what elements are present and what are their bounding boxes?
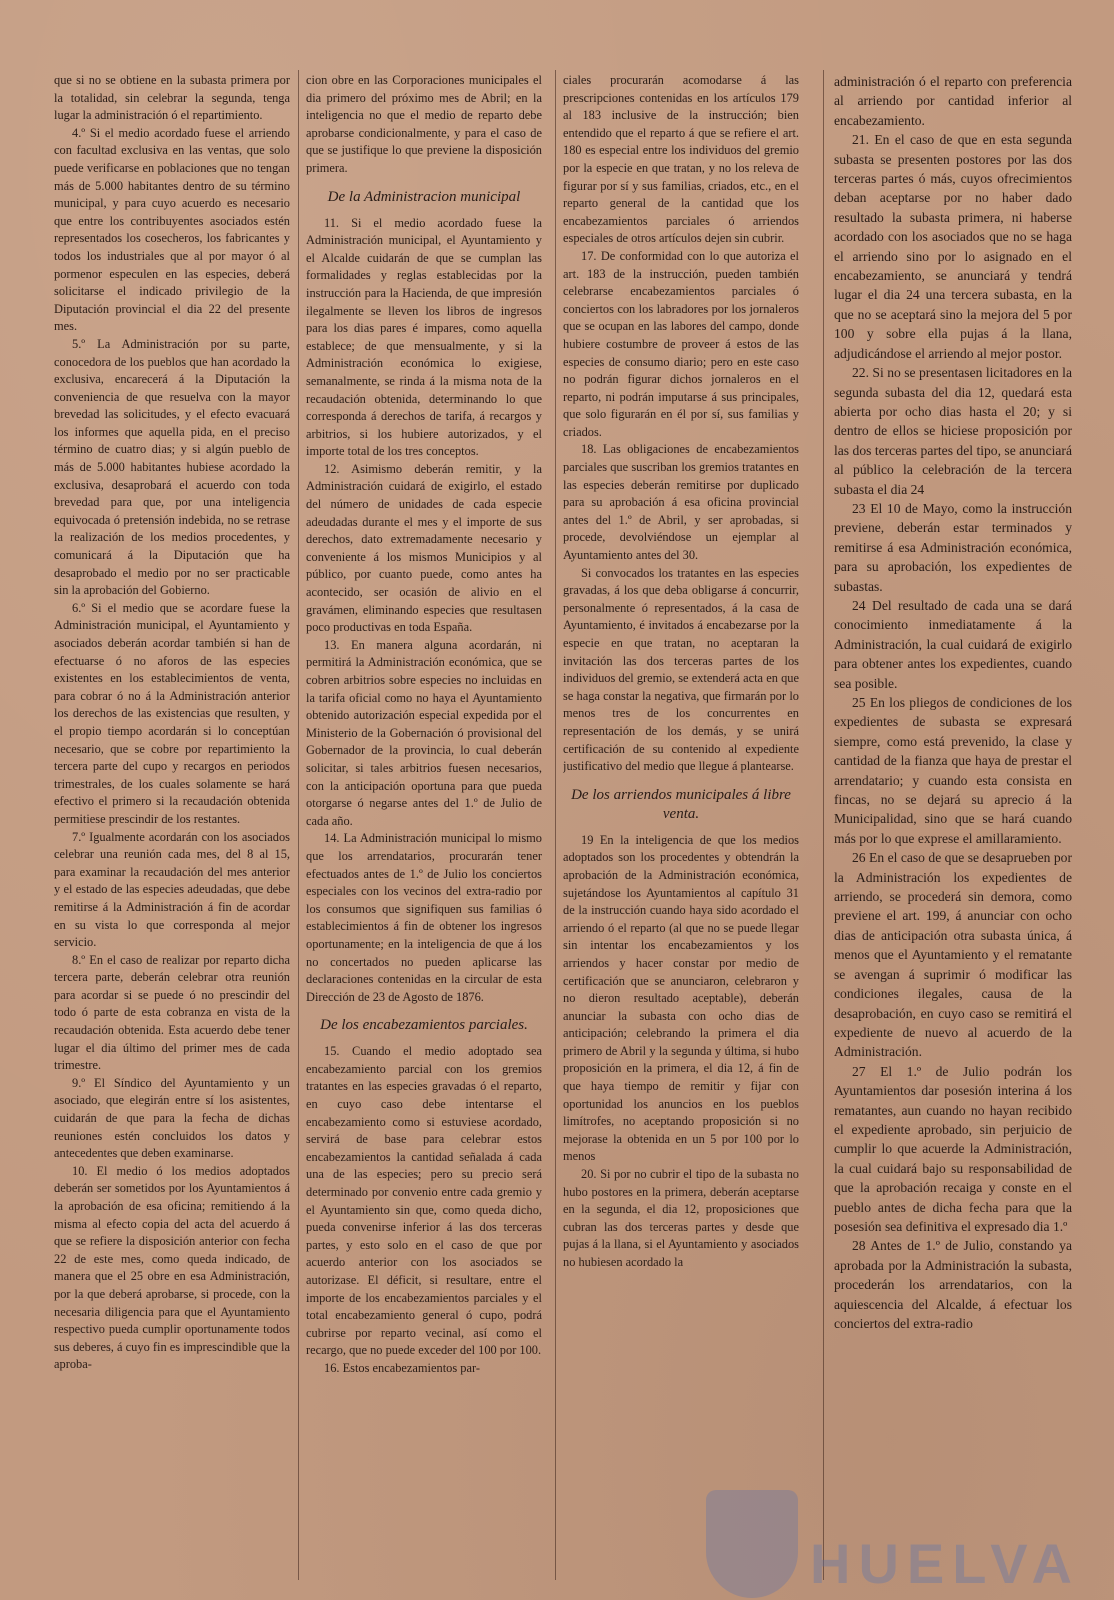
text-column-1 xyxy=(54,72,290,1572)
paragraph: 24 Del resultado de cada una se dará conocimiento inmediatamente á la Administración, la cual cuidará de exigirlo para obtener antes los expedientes, cuando sea posible. xyxy=(834,597,1072,691)
section-heading: De los encabezamientos parciales. xyxy=(320,1017,528,1034)
paragraph: 23 El 10 de Mayo, como la instrucción previene, deberán estar terminados y remitirse á esa Administración económica, para su aprobación, los expedientes de subastas. xyxy=(834,500,1072,594)
paragraph: 17. De conformidad con lo que autoriza el art. 183 de la instrucción, pueden también celebrarse encabezamientos parciales ó conciertos con los labradores por los jornaleros que se ocupan en las labores del campo, donde hubiere costumbre de proveer á estos de las especies de consumo diario; pero en este caso no podrán figurar dichos jornaleros en el reparto, ni podrán imputarse á sus principales, que solo figurarán en él por sí, sus familias y criados. xyxy=(563,248,799,439)
text-column-4 xyxy=(834,72,1072,1572)
column-rule xyxy=(823,70,824,1580)
paragraph: 9.º El Síndico del Ayuntamiento y un asociado, que elegirán entre sí los asistentes, cuidarán de que para la fecha de dichas reuniones estén concluidos los datos y antecedentes que deben examinarse. xyxy=(54,1075,290,1161)
paragraph: 10. El medio ó los medios adoptados deberán ser sometidos por los Ayuntamientos á la aprobación de esa oficina; remitiendo á la misma al efecto copia del acta del acuerdo á que se refiere la disposición anterior con fecha 22 de este mes, como queda indicado, de manera que el 25 obre en esa Administración, por la que deberá aprobarse, si procede, con la necesaria diligencia para que el Ayuntamiento respectivo pueda cumplir oportunamente todos sus deberes, á cuyo fin es imprescindible que la aproba- xyxy=(54,1163,290,1372)
paragraph: 7.º Igualmente acordarán con los asociados celebrar una reunión cada mes, del 8 al 15, para examinar la recaudación del mes anterior y el estado de las especies adeudadas, que debe remitirse á la Administración á fin de acordar en su vista lo que corresponda al mejor servicio. xyxy=(54,829,290,950)
paragraph: 16. Estos encabezamientos par- xyxy=(324,1360,480,1375)
paragraph: 6.º Si el medio que se acordare fuese la Administración municipal, el Ayuntamiento y asociados deberán acordar también si han de efectuarse ó no aforos de las especies existentes en los establecimientos de venta, para cobrar ó no á la Administración anterior los derechos de las existencias que resulten, y el propio tiempo acordarán si lo conceptúan necesario, que se cobre por repartimiento la tercera parte del cupo y recargos en periodos trimestrales, de los cuales solamente se hará efectivo el primero si la recaudación obtenida permitiese prescindir de los restantes. xyxy=(54,600,290,826)
paragraph: ciales procurarán acomodarse á las prescripciones contenidas en los artículos 179 al 183 inclusive de la instrucción; bien entendido que el reparto á que se refiere el art. 180 es especial entre los individuos del gremio por la especie en que tratan, y no los releva de figurar por sí y sus familias, criados, etc., en el reparto general de la cantidad que los encabezamientos parciales ó arriendos especiales de otros artículos dejen sin cubrir. xyxy=(563,73,799,246)
paragraph: 27 El 1.º de Julio podrán los Ayuntamientos dar posesión interina á los rematantes, aun cuando no hayan recibido el expediente aprobado, sin perjuicio de cumplir lo que acuerde la Administración, la cual cuidará bajo su responsabilidad de que la aprobación recaiga y conste en el pueblo antes de dicha fecha para que la posesión sea definitiva el expresado dia 1.º xyxy=(834,1063,1072,1234)
paragraph: 11. Si el medio acordado fuese la Administración municipal, el Ayuntamiento y el Alcalde cuidarán de que se cumplan las formalidades y reglas establecidas por la instrucción para la Hacienda, de que impresión ilegalmente se lleven los libros de ingresos para los dias pares é impares, como aquella establece; de que mensualmente, y si la Administración económica lo exigiese, semanalmente, se rinda á la misma nota de la recaudación obtenida, determinando lo que corresponda á derechos de tarifa, á recargos y arbitrios, si los hubiere autorizados, y el importe total de los tres conceptos. xyxy=(306,215,542,459)
section-heading: De los arriendos municipales á libre venta. xyxy=(571,786,791,822)
paragraph: 8.º En el caso de realizar por reparto dicha tercera parte, deberán celebrar otra reunión para acordar si se puede ó no prescindir del todo ó parte de esta cobranza en vista de la recaudación obtenida. Esta acuerdo debe tener lugar el dia último del primer mes de cada trimestre. xyxy=(54,952,290,1073)
paragraph: 28 Antes de 1.º de Julio, constando ya aprobada por la Administración la subasta, procederán los arrendatarios, con la aquiescencia del Alcalde, á efectuar los conciertos del extra-radio xyxy=(834,1238,1072,1331)
paragraph: 20. Si por no cubrir el tipo de la subasta no hubo postores en la primera, deberán aceptarse en la segunda, el dia 12, proposiciones que cubran las dos terceras partes y desde que pujas á la llana, si el Ayuntamiento y asociados no hubiesen acordado la xyxy=(563,1167,799,1269)
paragraph: 4.º Si el medio acordado fuese el arriendo con facultad exclusiva en las ventas, que solo puede verificarse en poblaciones que no tengan más de 5.000 habitantes dentro de su término municipal, y para cuyo acuerdo es necesario que entre los contribuyentes asociados estén representados los cosecheros, los fabricantes y todos los industriales que al por mayor ó al pormenor especulen en las especies, deberá solicitarse el indicado privilegio de la Diputación provincial el dia 22 del presente mes. xyxy=(54,125,290,334)
paragraph: 26 En el caso de que se desaprueben por la Administración los expedientes de arriendo, se procederá sin demora, como previene el art. 199, á anunciar con ocho dias de anticipación otra subasta única, á menos que el Ayuntamiento y el rematante se avengan á suprimir ó modificar las condiciones ilegales, causa de la desaprobación, en cuyo caso se remitirá el expediente de nuevo al acuerdo de la Administración. xyxy=(834,850,1072,1060)
paragraph: administración ó el reparto con preferencia al arriendo por cantidad inferior al encabezamiento. xyxy=(834,74,1072,128)
paragraph: 15. Cuando el medio adoptado sea encabezamiento parcial con los gremios tratantes en las especies gravadas ó el reparto, en cuyo caso debe intentarse el encabezamiento como si estuviese acordado, servirá de base para celebrar estos encabezamientos la cantidad señalada á cada una de las especies; pero su precio será determinado por convenio entre cada gremio y el Ayuntamiento sin que, como queda dicho, pueda convenirse inferior á las dos terceras partes, y esto solo en el caso de que por acuerdo anterior con los asociados se autorizase. El déficit, si resultare, entre el importe de los encabezamientos parciales y el total encabezamiento general ó cupo, podrá cubrirse por reparto vecinal, así como el recargo, que no puede exceder del 100 por 100. xyxy=(306,1044,542,1358)
section-heading: De la Administracion municipal xyxy=(327,188,521,205)
text-column-3 xyxy=(563,72,799,1572)
archive-watermark xyxy=(706,1490,1080,1600)
paragraph: 12. Asimismo deberán remitir, y la Administración cuidará de exigirlo, el estado del número de unidades de cada especie adeudadas durante el mes y el importe de sus derechos, dato extremadamente necesario y conveniente á los mismos Municipios y al público, por cuanto puede, como antes ha acontecido, ser ocasión de alivio en el gravámen, eliminando especies que resultasen poco productivas en toda España. xyxy=(306,461,542,635)
coat-of-arms-logo xyxy=(706,1490,798,1598)
paragraph: 14. La Administración municipal lo mismo que los arrendatarios, procurarán tener efectuados antes de 1.º de Julio los conciertos especiales con los vecinos del extra-radio por los consumos que signifiquen sus familias ó establecimientos á fin de obtener los ingresos oportunamente; en la inteligencia de que á los no concertados no pueden aplicarse las declaraciones contenidas en la circular de esta Dirección de 23 de Agosto de 1876. xyxy=(306,831,542,1004)
column-rule xyxy=(298,70,299,1580)
paragraph: Si convocados los tratantes en las especies gravadas, á los que deba obligarse á concurrir, personalmente ó representados, á la casa de Ayuntamiento, é invitados á encabezarse por la especie en que tratan, no aceptaran la invitación las dos terceras partes de los individuos del gremio, se extenderá acta en que se haga constar la negativa, que firmarán por lo menos tres de los concurrentes en representación de los demás, y se unirá certificación de su contenido al expediente justificativo del medio que llegue á plantearse. xyxy=(563,565,799,774)
paragraph: cion obre en las Corporaciones municipales el dia primero del próximo mes de Abril; en la inteligencia no que el medio de reparto debe aprobarse condicionalmente, y para el caso de que se justifique lo que previene la disposición primera. xyxy=(306,73,542,175)
paragraph: 25 En los pliegos de condiciones de los expedientes de subasta se expresará siempre, como está prevenido, la clase y cantidad de la fianza que haya de prestar el arrendatario; y cuando esta consista en fincas, no se dejará su aprecio á la Municipalidad, sino que se hará cuando más por lo que exprese el amillaramiento. xyxy=(834,695,1072,846)
watermark-text: HUELVA xyxy=(810,1532,1080,1595)
paragraph: 19 En la inteligencia de que los medios adoptados son los procedentes y obtendrán la aprobación de la Administración económica, sujetándose los Ayuntamientos al capítulo 31 de la instrucción cuando haya sido acordado el arriendo ó el reparto (al que no se puede llegar sin intentar los encabezamientos y los arriendos y hacer constar por medio de certificación que se anunciaron, celebraron y no dieron resultado aceptable), deberán anunciar la subasta con ocho dias de anticipación; celebrando la primera el dia primero de Abril y la segunda y última, si hubo proposición en la primera, el dia 12, á fin de que haya tiempo de remitir y fijar con oportunidad los anuncios en los pueblos limítrofes, no aceptando proposición si no mejorase la obtenida en un 5 por 100 por lo menos xyxy=(563,832,799,1164)
text-column-2 xyxy=(306,72,542,1572)
column-rule xyxy=(555,70,556,1580)
paragraph: 5.º La Administración por su parte, conocedora de los pueblos que han acordado la exclusiva, encarecerá á la Diputación la conveniencia de que resuelva con la mayor brevedad las solicitudes, y el efecto evacuará los informes que aquella pida, en el preciso término de cuatro dias; y si algún pueblo de más de 5.000 habitantes hubiese acordado la exclusiva, desaprobará el acuerdo con toda brevedad para que, por una inteligencia equivocada ó pretensión indebida, no se retrase la realización de los medios procedentes, y comunicará á la Diputación que ha desaprobado el medio por no ser practicable sin la aprobación del Gobierno. xyxy=(54,336,290,598)
paragraph: 21. En el caso de que en esta segunda subasta se presenten postores por las dos terceras partes ó más, cuyos ofrecimientos deban aceptarse por no haber dado resultado la subasta primera, ni haberse acordado con los asociados que no se haga el arriendo sino por lo asignado en el encabezamiento, se anunciará y tendrá lugar el dia 24 una tercera subasta, en la que no se aceptará sino la mejora del 5 por 100 y sobre ella pujas á la llana, adjudicándose el arriendo al mejor postor. xyxy=(834,132,1072,361)
paragraph: 18. Las obligaciones de encabezamientos parciales que suscriban los gremios tratantes en las especies deberán remitirse por duplicado para su aprobación á esa oficina provincial antes del 1.º de Abril, y ser aprobadas, si procede, devolviéndose un ejemplar al Ayuntamiento antes del 30. xyxy=(563,442,799,563)
paragraph: 13. En manera alguna acordarán, ni permitirá la Administración económica, que se cobren arbitrios sobre especies no incluidas en la tarifa oficial como no haya el Ayuntamiento obtenido autorización especial expedida por el Ministerio de la Gobernación ó provisional del Gobernador de la provincia, lo cual deberán solicitar, si tales arbitrios fuesen necesarios, con la anticipación oportuna para que pueda otorgarse ó negarse antes del 1.º de Julio de cada año. xyxy=(306,637,542,828)
paragraph: 22. Si no se presentasen licitadores en la segunda subasta del dia 12, quedará esta abierta por ocho dias hasta el 20; y si dentro de ellos se hiciese proposición por las dos terceras partes del tipo, se anunciará al público la celebración de la tercera subasta el dia 24 xyxy=(834,365,1072,497)
paragraph: que si no se obtiene en la subasta primera por la totalidad, sin celebrar la segunda, tenga lugar la administración ó el repartimiento. xyxy=(54,73,290,123)
